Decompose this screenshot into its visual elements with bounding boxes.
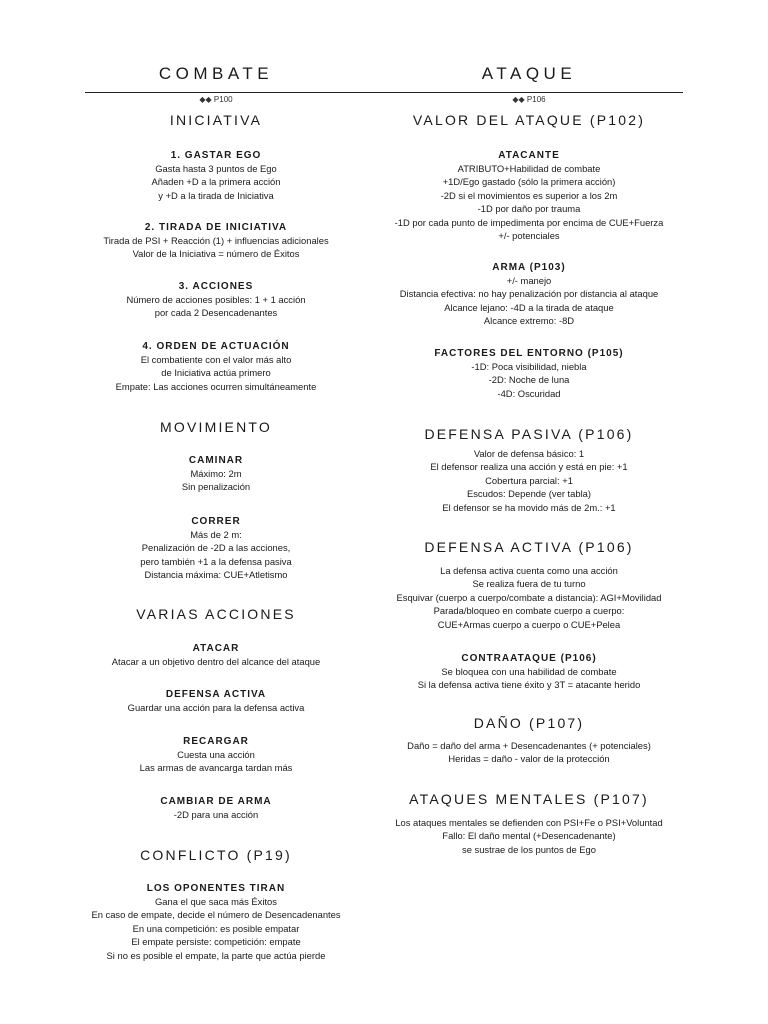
subsection-title: CAMINAR [188,455,244,466]
text-line: Si la defensa activa tiene éxito y 3T = atacante herido [417,679,641,691]
section-title: DEFENSA ACTIVA (P106) [424,539,634,555]
text-line: Atacar a un objetivo dentro del alcance del ataque [111,656,321,667]
text-line: Distancia máxima: CUE+Atletismo [144,569,288,581]
text-line: Las armas de avancarga tardan más [139,762,293,774]
text-line: Tirada de PSI + Reacción (1) + influencias adicionales [103,235,329,246]
subsection-oponentes-tiran [84,882,348,962]
column-title: COMBATE [158,64,274,83]
subsection-title: CORRER [191,516,241,527]
text-line: -4D: Oscuridad [497,387,561,399]
subsection-atacante [370,149,688,242]
section-title: INICIATIVA [169,112,263,128]
text-line: Gasta hasta 3 puntos de Ego [155,163,277,174]
subsection-title: RECARGAR [183,736,249,747]
text-line: -1D por daño por trauma [477,203,581,215]
section-dano [370,714,688,732]
section-title: DAÑO (P107) [473,715,585,731]
text-line: Más de 2 m: [190,529,242,540]
section-movimiento [84,418,348,436]
section-title: DEFENSA PASIVA (P106) [424,426,634,442]
text-line: ATRIBUTO+Habilidad de combate [457,163,601,174]
text-line: Si no es posible el empate, la parte que actúa pierde [106,949,326,961]
text-line: Escudos: Depende (ver tabla) [466,488,592,500]
text-line: Añaden +D a la primera acción [151,176,281,188]
text-line: Máximo: 2m [190,468,242,479]
text-line: -2D para una acción [173,809,259,820]
text-line: -2D: Noche de luna [488,374,570,386]
section-conflicto [84,846,348,864]
text-line: Valor de defensa básico: 1 [473,448,585,459]
subsection-title: 1. GASTAR EGO [170,150,262,161]
text-line: -1D: Poca visibilidad, niebla [471,361,587,372]
text-line: Los ataques mentales se defienden con PSI+Fe o PSI+Voluntad [395,817,663,828]
text-line: Gana el que saca más Éxitos [155,896,277,907]
text-line: Fallo: El daño mental (+Desencadenante) [442,830,616,842]
text-line: +/- potenciales [498,230,560,242]
diamond-icon: ◆◆ [512,95,525,104]
text-line: Alcance extremo: -8D [483,315,575,327]
text-line: Penalización de -2D a las acciones, [141,542,291,554]
defensa-pasiva-lines [370,447,688,514]
text-line: Distancia efectiva: no hay penalización por distancia al ataque [399,288,659,300]
section-title: VARIAS ACCIONES [136,606,296,622]
section-valor-ataque [370,111,688,129]
text-line: +/- manejo [506,275,552,286]
page-ref-text: P106 [526,95,546,104]
text-line: pero también +1 a la defensa pasiva [140,555,292,567]
text-line: Se bloquea con una habilidad de combate [441,666,617,677]
text-line: CUE+Armas cuerpo a cuerpo o CUE+Pelea [437,618,621,630]
dano-lines [370,739,688,766]
text-line: Empate: Las acciones ocurren simultáneamente [115,380,317,392]
text-line: +1D/Ego gastado (sólo la primera acción) [442,176,616,188]
subsection-title: 4. ORDEN DE ACTUACIÓN [142,341,290,352]
subsection-title: ATACANTE [498,150,560,161]
subsection-title: CAMBIAR DE ARMA [160,796,272,807]
page-ref [370,95,688,104]
subsection-cambiar-arma [84,795,348,821]
text-line: El defensor realiza una acción y está en pie: +1 [430,461,628,473]
text-line: El empate persiste: competición: empate [131,936,301,948]
text-line: y +D a la tirada de Iniciativa [158,189,274,201]
text-line: La defensa activa cuenta como una acción [440,565,618,576]
subsection-gastar-ego [84,149,348,202]
section-title: CONFLICTO (P19) [140,847,292,863]
subsection-title: 3. ACCIONES [178,281,254,292]
text-line: -2D si el movimientos es superior a los 2m [440,189,618,201]
subsection-correr [84,515,348,582]
page-ref [84,95,348,104]
text-line: Heridas = daño - valor de la protección [448,753,610,765]
section-defensa-activa [370,538,688,556]
text-line: Cuesta una acción [177,749,255,760]
section-title: ATAQUES MENTALES (P107) [409,791,649,807]
text-line: Parada/bloqueo en combate cuerpo a cuerpo: [433,605,625,617]
column-title: ATAQUE [481,64,577,83]
text-line: Cobertura parcial: +1 [485,474,573,486]
subsection-title: 2. TIRADA DE INICIATIVA [144,222,288,233]
subsection-title: FACTORES DEL ENTORNO (P105) [434,348,624,359]
text-line: Número de acciones posibles: 1 + 1 acción [126,294,306,305]
text-line: Se realiza fuera de tu turno [472,578,586,590]
section-varias-acciones [84,605,348,623]
text-line: -1D por cada punto de impedimenta por encima de CUE+Fuerza [394,216,664,228]
subsection-factores-entorno [370,347,688,400]
section-title: VALOR DEL ATAQUE (P102) [412,112,646,128]
text-line: El combatiente con el valor más alto [140,354,292,365]
text-line: Sin penalización [181,481,251,493]
subsection-defensa-activa [84,688,348,714]
text-line: Guardar una acción para la defensa activa [127,702,305,713]
subsection-title: LOS OPONENTES TIRAN [146,883,286,894]
subsection-contraataque [370,652,688,692]
text-line: Esquivar (cuerpo a cuerpo/combate a distancia): AGI+Movilidad [396,591,662,603]
subsection-title: ARMA (P103) [492,262,566,273]
text-line: El defensor se ha movido más de 2m.: +1 [442,501,616,513]
subsection-orden-actuacion [84,340,348,393]
text-line: Valor de la Iniciativa = número de Éxitos [132,248,300,260]
section-ataques-mentales [370,790,688,808]
subsection-recargar [84,735,348,775]
text-line: Alcance lejano: -4D a la tirada de ataque [444,301,614,313]
subsection-atacar [84,642,348,668]
section-defensa-pasiva [370,425,688,443]
section-iniciativa [84,111,348,129]
text-line: En una competición: es posible empatar [132,922,300,934]
text-line: se sustrae de los puntos de Ego [462,843,596,855]
diamond-icon: ◆◆ [199,95,212,104]
text-line: por cada 2 Desencadenantes [154,307,278,319]
defensa-activa-lines [370,564,688,631]
header-divider [85,92,683,93]
subsection-title: ATACAR [192,643,240,654]
subsection-acciones [84,280,348,320]
page-ref-text: P100 [213,95,233,104]
text-line: Daño = daño del arma + Desencadenantes (+ potenciales) [407,740,651,751]
text-line: de Iniciativa actúa primero [161,367,271,379]
text-line: En caso de empate, decide el número de Desencadenantes [91,909,341,921]
subsection-caminar [84,454,348,494]
subsection-tirada-iniciativa [84,221,348,261]
ataques-mentales-lines [370,816,688,856]
section-title: MOVIMIENTO [160,419,272,435]
subsection-arma [370,261,688,328]
subsection-title: CONTRAATAQUE (P106) [461,653,597,664]
subsection-title: DEFENSA ACTIVA [165,689,267,700]
